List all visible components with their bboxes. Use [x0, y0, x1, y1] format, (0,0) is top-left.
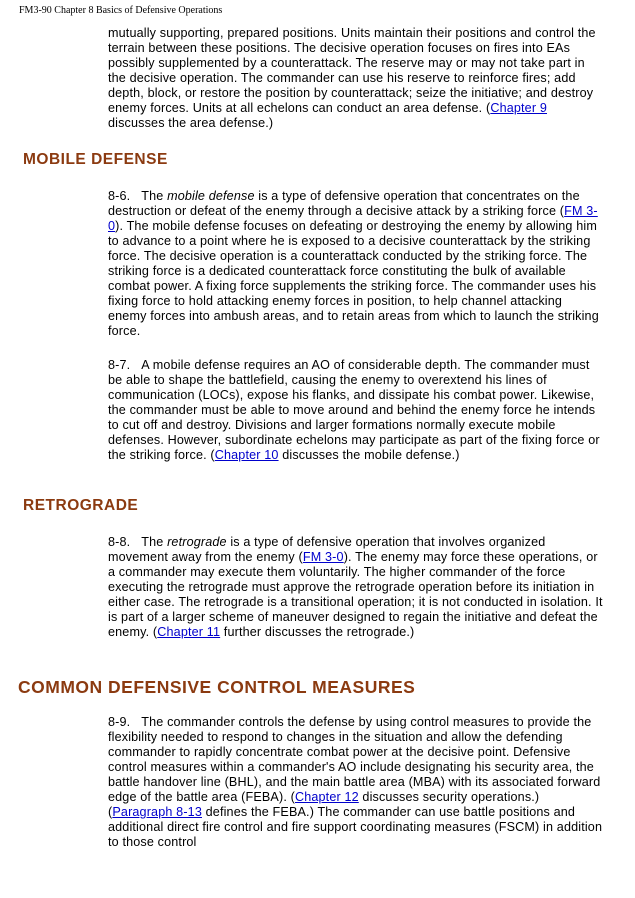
page-header: FM3-90 Chapter 8 Basics of Defensive Operations	[19, 5, 223, 16]
paragraph-8-7: 8-7. A mobile defense requires an AO of considerable depth. The commander must be able to shape the battlefield, causing the enemy to overextend his lines of communication (LOCs), expose his flanks, and dissipate his combat power. Likewise, the commander must be able to move around and behind the enemy force he intends to cut off and destroy. Divisions and larger formations normally execute mobile defenses. However, subordinate echelons may participate as part of the fixing force or the striking force. (Chapter 10 discusses the mobile defense.)	[108, 358, 600, 462]
fm-3-0-link-2[interactable]: FM 3-0	[302, 550, 344, 564]
paragraph-area-defense-continued: mutually supporting, prepared positions. Units maintain their positions and control the terrain between these positions. The decisive operation focuses on fires into EAs possibly supplemented by a counterattack. The reserve may or may not take part in the decisive operation. The commander can use his reserve to reinforce fires; add depth, block, or restore the position by counterattack; seize the initiative; and destroy enemy forces. Units at all echelons can conduct an area defense. (Chapter 9 discusses the area defense.)	[108, 26, 596, 130]
heading-retrograde: RETROGRADE	[23, 497, 139, 514]
chapter-9-link[interactable]: Chapter 9	[490, 101, 547, 115]
paragraph-8-13-link[interactable]: Paragraph 8-13	[112, 805, 202, 819]
chapter-10-link[interactable]: Chapter 10	[214, 448, 279, 462]
heading-mobile-defense: MOBILE DEFENSE	[23, 151, 168, 168]
paragraph-8-8: 8-8. The retrograde is a type of defensive operation that involves organized movement away from the enemy (FM 3-0). The enemy may force these operations, or a commander may execute them voluntarily. The higher commander of the force executing the retrograde must approve the retrograde operation before its initiation in either case. The retrograde is a transitional operation; it is not conducted in isolation. It is part of a larger scheme of maneuver designed to regain the initiative and defeat the enemy. (Chapter 11 further discusses the retrograde.)	[108, 535, 603, 639]
fm-3-0-link-1[interactable]: FM 3-0	[108, 204, 598, 233]
paragraph-8-9: 8-9. The commander controls the defense by using control measures to provide the flexibility needed to respond to changes in the situation and allow the defending commander to rapidly concentrate combat power at the decisive point. Defensive control measures within a commander's AO include designating his security area, the battle handover line (BHL), and the main battle area (MBA) with its associated forward edge of the battle area (FEBA). (Chapter 12 discusses security operations.) (Paragraph 8-13 defines the FEBA.) The commander can use battle positions and additional direct fire control and fire support coordinating measures (FSCM) in addition to those control	[108, 715, 603, 849]
heading-common-defensive-control-measures: COMMON DEFENSIVE CONTROL MEASURES	[18, 677, 416, 697]
chapter-11-link[interactable]: Chapter 11	[157, 625, 221, 639]
chapter-12-link[interactable]: Chapter 12	[294, 790, 359, 804]
paragraph-8-6: 8-6. The mobile defense is a type of defensive operation that concentrates on the destruction or defeat of the enemy through a decisive attack by a striking force (FM 3-0). The mobile defense focuses on defeating or destroying the enemy by allowing him to advance to a point where he is exposed to a decisive counterattack by the striking force. The decisive operation is a counterattack conducted by the striking force. The striking force is a dedicated counterattack force constituting the bulk of available combat power. A fixing force supplements the striking force. The commander uses his fixing force to hold attacking enemy forces in position, to help channel attacking enemy forces into ambush areas, and to retain areas from which to launch the striking force.	[108, 189, 599, 338]
